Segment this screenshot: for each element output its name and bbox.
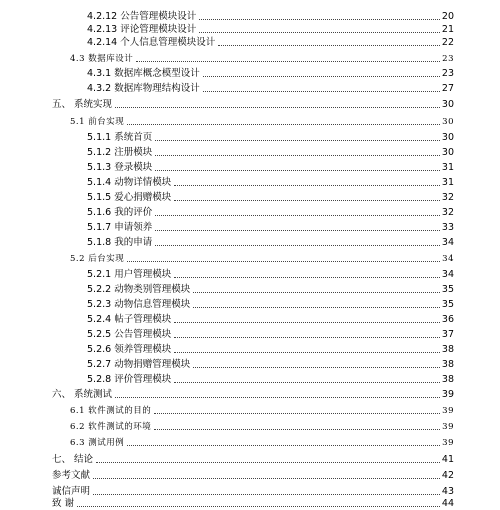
toc-entry-label: 4.2.13 评论管理模块设计 xyxy=(87,24,197,35)
dot-leader xyxy=(193,366,440,368)
dot-leader xyxy=(203,75,440,77)
toc-entry-page: 34 xyxy=(442,254,454,264)
toc-entry-label: 5.1.1 系统首页 xyxy=(87,132,153,143)
dot-leader xyxy=(174,351,440,353)
toc-entry[interactable] xyxy=(87,131,454,144)
toc-entry-label: 4.3.1 数据库概念模型设计 xyxy=(87,68,200,79)
dot-leader xyxy=(193,291,440,293)
toc-entry-label: 5.2.6 领养管理模块 xyxy=(87,344,172,355)
toc-entry-page: 23 xyxy=(441,68,454,79)
dot-leader xyxy=(174,276,440,278)
toc-entry-page: 38 xyxy=(441,344,454,355)
dot-leader xyxy=(155,229,440,231)
toc-entry-label: 5.1.5 爱心捐赠模块 xyxy=(87,192,172,203)
toc-entry[interactable] xyxy=(52,469,454,482)
toc-entry-page: 32 xyxy=(441,192,454,203)
toc-entry-page: 23 xyxy=(442,54,454,64)
toc-entry[interactable] xyxy=(87,373,454,386)
toc-entry-page: 30 xyxy=(441,132,454,143)
toc-entry-label: 5.1.4 动物详情模块 xyxy=(87,177,172,188)
toc-entry-label: 5.1.6 我的评价 xyxy=(87,207,153,218)
dot-leader xyxy=(93,493,440,495)
toc-entry-label: 5.1.8 我的申请 xyxy=(87,237,153,248)
toc-entry-page: 22 xyxy=(441,37,454,48)
toc-entry-label: 4.2.12 公告管理模块设计 xyxy=(87,11,197,22)
dot-leader xyxy=(154,412,440,414)
toc-entry-label: 致 谢 xyxy=(52,498,75,509)
toc-entry-page: 27 xyxy=(441,83,454,94)
dot-leader xyxy=(155,214,440,216)
toc-entry[interactable] xyxy=(70,404,454,417)
toc-entry-label: 5.1 前台实现 xyxy=(70,117,125,127)
toc-entry-label: 6.3 测试用例 xyxy=(70,438,125,448)
toc-entry-label: 五、 系统实现 xyxy=(52,99,113,110)
dot-leader xyxy=(193,306,440,308)
toc-entry[interactable] xyxy=(87,82,454,95)
toc-entry-page: 32 xyxy=(441,207,454,218)
toc-entry-label: 5.2.4 帖子管理模块 xyxy=(87,314,172,325)
toc-entry[interactable] xyxy=(70,420,454,433)
toc-entry-label: 七、 结论 xyxy=(52,454,94,465)
toc-entry-label: 六、 系统测试 xyxy=(52,389,113,400)
dot-leader xyxy=(218,44,440,46)
toc-entry[interactable] xyxy=(87,146,454,159)
toc-entry[interactable] xyxy=(70,252,454,265)
dot-leader xyxy=(174,184,440,186)
toc-entry[interactable] xyxy=(87,36,454,49)
toc-entry-page: 39 xyxy=(442,406,454,416)
dot-leader xyxy=(154,428,440,430)
toc-entry-label: 5.1.3 登录模块 xyxy=(87,162,153,173)
toc-entry[interactable] xyxy=(52,485,454,498)
toc-entry[interactable] xyxy=(87,161,454,174)
toc-entry-label: 参考文献 xyxy=(52,470,91,481)
toc-entry[interactable] xyxy=(87,343,454,356)
dot-leader xyxy=(77,505,440,507)
dot-leader xyxy=(155,169,440,171)
toc-entry-label: 5.2.5 公告管理模块 xyxy=(87,329,172,340)
dot-leader xyxy=(174,199,440,201)
toc-entry-page: 44 xyxy=(441,498,454,509)
toc-entry[interactable] xyxy=(87,358,454,371)
toc-entry[interactable] xyxy=(87,283,454,296)
dot-leader xyxy=(199,31,440,33)
dot-leader xyxy=(155,154,440,156)
toc-entry-page: 30 xyxy=(441,147,454,158)
dot-leader xyxy=(174,336,440,338)
toc-entry-label: 4.3.2 数据库物理结构设计 xyxy=(87,83,200,94)
toc-entry-label: 诚信声明 xyxy=(52,486,91,497)
toc-entry-label: 6.2 软件测试的环境 xyxy=(70,422,152,432)
toc-entry-page: 39 xyxy=(442,422,454,432)
toc-entry-page: 31 xyxy=(441,162,454,173)
dot-leader xyxy=(127,123,440,125)
dot-leader xyxy=(155,244,440,246)
toc-entry-label: 5.2.1 用户管理模块 xyxy=(87,269,172,280)
toc-entry[interactable] xyxy=(52,98,454,111)
toc-entry[interactable] xyxy=(87,268,454,281)
toc-entry-page: 35 xyxy=(441,284,454,295)
toc-entry-page: 30 xyxy=(441,99,454,110)
dot-leader xyxy=(174,321,440,323)
toc-entry-label: 4.3 数据库设计 xyxy=(70,54,134,64)
toc-entry-page: 21 xyxy=(441,24,454,35)
dot-leader xyxy=(174,381,440,383)
toc-entry-label: 5.1.2 注册模块 xyxy=(87,147,153,158)
toc-entry[interactable] xyxy=(87,313,454,326)
toc-entry[interactable] xyxy=(87,191,454,204)
toc-entry[interactable] xyxy=(87,221,454,234)
toc-entry-page: 35 xyxy=(441,299,454,310)
toc-entry[interactable] xyxy=(87,328,454,341)
toc-entry[interactable] xyxy=(52,453,454,466)
toc-entry-label: 4.2.14 个人信息管理模块设计 xyxy=(87,37,216,48)
toc-entry-page: 38 xyxy=(441,374,454,385)
toc-entry-label: 5.2.7 动物捐赠管理模块 xyxy=(87,359,191,370)
toc-entry-page: 42 xyxy=(441,470,454,481)
toc-entry-page: 39 xyxy=(441,389,454,400)
dot-leader xyxy=(115,396,440,398)
toc-entry-label: 6.1 软件测试的目的 xyxy=(70,406,152,416)
toc-entry-page: 39 xyxy=(442,438,454,448)
toc-entry[interactable] xyxy=(70,436,454,449)
toc-entry-page: 37 xyxy=(441,329,454,340)
toc-entry[interactable] xyxy=(52,500,454,510)
toc-entry-label: 5.2 后台实现 xyxy=(70,254,125,264)
dot-leader xyxy=(136,60,440,62)
dot-leader xyxy=(203,90,440,92)
toc-entry[interactable] xyxy=(87,67,454,80)
toc-entry-label: 5.2.8 评价管理模块 xyxy=(87,374,172,385)
toc-entry[interactable] xyxy=(70,115,454,128)
toc-entry-page: 36 xyxy=(441,314,454,325)
toc-entry[interactable] xyxy=(87,10,454,23)
toc-entry-page: 38 xyxy=(441,359,454,370)
toc-entry-page: 33 xyxy=(441,222,454,233)
toc-entry[interactable] xyxy=(87,236,454,249)
toc-entry-page: 41 xyxy=(441,454,454,465)
toc-entry-page: 30 xyxy=(442,117,454,127)
toc-entry[interactable] xyxy=(52,388,454,401)
toc-entry-page: 34 xyxy=(441,237,454,248)
dot-leader xyxy=(127,444,440,446)
toc-entry-page: 20 xyxy=(441,11,454,22)
dot-leader xyxy=(115,106,440,108)
toc-entry[interactable] xyxy=(87,298,454,311)
toc-entry-page: 34 xyxy=(441,269,454,280)
toc-entry-page: 31 xyxy=(441,177,454,188)
toc-entry-label: 5.2.2 动物类别管理模块 xyxy=(87,284,191,295)
toc-entry-label: 5.2.3 动物信息管理模块 xyxy=(87,299,191,310)
toc-entry[interactable] xyxy=(87,176,454,189)
toc-entry[interactable] xyxy=(70,52,454,65)
dot-leader xyxy=(93,477,440,479)
toc-entry-label: 5.1.7 申请领养 xyxy=(87,222,153,233)
dot-leader xyxy=(199,18,440,20)
dot-leader xyxy=(155,139,440,141)
toc-entry-page: 43 xyxy=(441,486,454,497)
toc-entry[interactable] xyxy=(87,206,454,219)
toc-entry[interactable] xyxy=(87,23,454,36)
dot-leader xyxy=(127,260,440,262)
dot-leader xyxy=(96,461,440,463)
